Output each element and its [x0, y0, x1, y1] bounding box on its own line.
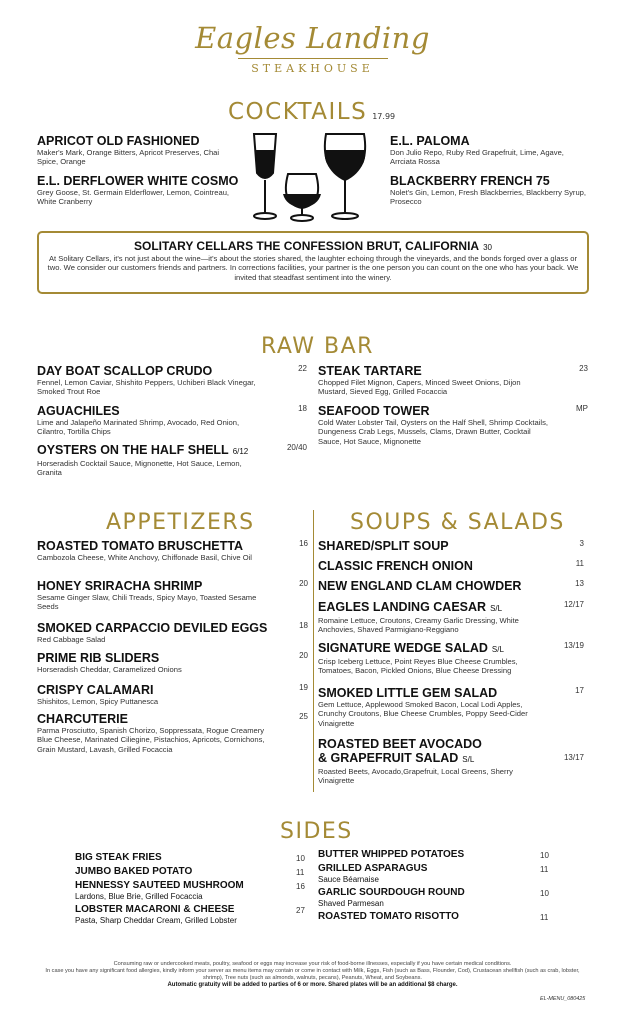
featured-wine-price: 30: [483, 243, 493, 252]
item-name: SHARED/SPLIT SOUP: [318, 539, 449, 553]
item-price: 22: [298, 364, 307, 373]
item-price: 13: [575, 579, 584, 588]
raw-bar-item: [318, 404, 588, 446]
item-desc: Cambozola Cheese, White Anchovy, Chiffonade Basil, Chive Oil: [37, 553, 252, 562]
item-price: MP: [576, 404, 588, 413]
soup-salad-item: [318, 686, 584, 728]
item-price: 11: [575, 559, 584, 568]
item-name: CLASSIC FRENCH ONION: [318, 559, 473, 573]
appetizer-item: [37, 683, 308, 706]
item-name: BIG STEAK FRIES: [75, 852, 162, 863]
logo-divider: [238, 58, 388, 59]
item-price: 20: [299, 579, 308, 588]
item-desc: Fennel, Lemon Caviar, Shishito Peppers, Uchiberi Black Vinegar, Smoked Trout Roe: [37, 378, 256, 397]
raw-bar-item: [318, 364, 588, 397]
item-price: 25: [299, 712, 308, 721]
item-desc: Red Cabbage Salad: [37, 635, 106, 644]
item-tag: S/L: [462, 755, 475, 764]
item-tag: 6/12: [232, 447, 249, 456]
cocktails-price: 17.99: [372, 112, 396, 121]
item-price: 18: [299, 621, 308, 630]
item-desc: Pasta, Sharp Cheddar Cream, Grilled Lobster: [75, 916, 237, 925]
item-name: [318, 600, 584, 616]
item-name: HENNESSY SAUTEED MUSHROOM: [75, 880, 244, 891]
item-name: GARLIC SOURDOUGH ROUND: [318, 887, 465, 898]
item-name: APRICOT OLD FASHIONED: [37, 134, 200, 148]
item-desc: Horseradish Cocktail Sauce, Mignonette, Hot Sauce, Lemon, Granita: [37, 459, 242, 478]
item-price: 11: [296, 868, 305, 877]
item-desc: Shishitos, Lemon, Spicy Puttanesca: [37, 697, 159, 706]
item-name-text: & GRAPEFRUIT SALAD: [318, 751, 459, 765]
item-price: 17: [575, 686, 584, 695]
item-name: E.L. PALOMA: [390, 134, 470, 148]
raw-bar-item: [37, 443, 307, 478]
side-item: [318, 887, 465, 908]
item-desc: Sauce Béarnaise: [318, 875, 379, 884]
item-price: 12/17: [563, 600, 584, 609]
item-name: [37, 443, 307, 459]
item-desc: Grey Goose, St. Germain Elderflower, Lemon, Cointreau, White Cranberry: [37, 188, 230, 207]
item-name: DAY BOAT SCALLOP CRUDO: [37, 364, 213, 378]
cocktail-glasses-icon: [246, 128, 376, 224]
cocktails-title: COCKTAILS: [228, 99, 368, 125]
item-price: 27: [296, 906, 305, 915]
item-price: 19: [299, 683, 308, 692]
item-desc: Crisp Iceberg Lettuce, Point Reyes Blue Cheese Crumbles, Tomatoes, Bacon, Pickled Onions, Blue Cheese Dressing: [318, 657, 518, 676]
appetizer-item: [37, 539, 308, 562]
item-name: SEAFOOD TOWER: [318, 404, 430, 418]
item-price: 3: [579, 539, 584, 548]
item-name: SMOKED CARPACCIO DEVILED EGGS: [37, 621, 268, 635]
cocktail-item: [37, 134, 242, 167]
item-desc: Horseradish Cheddar, Caramelized Onions: [37, 665, 182, 674]
menu-code: EL-MENU_080425: [540, 996, 586, 1002]
item-price: 11: [540, 865, 549, 874]
item-price: 13/17: [563, 753, 584, 762]
column-divider: [313, 510, 314, 792]
raw-bar-heading: RAW BAR: [261, 334, 374, 359]
item-price: 23: [579, 364, 588, 373]
soup-salad-item: [318, 559, 584, 573]
footer-disclaimer: [40, 961, 585, 989]
item-desc: Sesame Ginger Slaw, Chili Treads, Spicy Mayo, Toasted Sesame Seeds: [37, 593, 257, 612]
side-item: [318, 849, 464, 861]
item-name: PRIME RIB SLIDERS: [37, 651, 160, 665]
item-name: CRISPY CALAMARI: [37, 683, 154, 697]
cocktail-item: [37, 174, 242, 207]
item-desc: Romaine Lettuce, Croutons, Creamy Garlic Dressing, White Anchovies, Shaved Parmigiano-Reggiano: [318, 616, 519, 635]
item-tag: S/L: [490, 604, 503, 613]
item-price: 10: [296, 854, 305, 863]
item-name: ROASTED TOMATO RISOTTO: [318, 911, 459, 922]
item-desc: Maker's Mark, Orange Bitters, Apricot Preserves, Chai Spice, Orange: [37, 148, 220, 167]
featured-wine-title: [45, 239, 581, 253]
item-desc: Roasted Beets, Avocado,Grapefruit, Local Greens, Sherry Vinaigrette: [318, 767, 513, 786]
item-name-text: SIGNATURE WEDGE SALAD: [318, 641, 488, 655]
side-item: [75, 880, 244, 901]
footer-line-1: Consuming raw or undercooked meats, poultry, seafood or eggs may increase your risk of food-borne illnesses, especially if you have certain medical conditions.: [113, 961, 512, 967]
soup-salad-item: [318, 641, 584, 676]
cocktails-heading: [228, 99, 395, 125]
item-desc: Parma Prosciutto, Spanish Chorizo, Soppressata, Rogue Creamery Blue Cheese, Marinated Ciliegine, Pistachios, Apricots, Cornichons, Grain Mustard, Lavash, Grilled Focaccia: [37, 726, 265, 754]
featured-wine-name: SOLITARY CELLARS THE CONFESSION BRUT, CALIFORNIA: [133, 239, 480, 253]
appetizer-item: [37, 712, 308, 754]
footer-gratuity: Automatic gratuity will be added to parties of 6 or more. Shared plates will be an additional $8 charge.: [167, 982, 458, 988]
item-desc: Gem Lettuce, Applewood Smoked Bacon, Local Lodi Apples, Crunchy Croutons, Blue Cheese Crumbles, Poppy Seed-Cider Vinaigrette: [318, 700, 528, 728]
item-name: NEW ENGLAND CLAM CHOWDER: [318, 579, 522, 593]
soup-salad-item: [318, 600, 584, 635]
item-price: 10: [540, 851, 549, 860]
raw-bar-item: [37, 364, 307, 397]
item-name: STEAK TARTARE: [318, 364, 422, 378]
appetizer-item: [37, 651, 308, 674]
cocktail-item: [390, 174, 590, 207]
appetizers-heading: APPETIZERS: [106, 510, 255, 535]
item-name-text: OYSTERS ON THE HALF SHELL: [37, 443, 229, 457]
item-price: 16: [296, 882, 305, 891]
soup-salad-item: [318, 737, 584, 786]
item-price: 16: [299, 539, 308, 548]
item-name: AGUACHILES: [37, 404, 120, 418]
item-price: 10: [540, 889, 549, 898]
logo-script: Eagles Landing: [195, 21, 430, 55]
side-item: [75, 866, 192, 878]
side-item: [318, 911, 459, 923]
item-name: ROASTED TOMATO BRUSCHETTA: [37, 539, 244, 553]
item-name: BUTTER WHIPPED POTATOES: [318, 849, 465, 860]
item-name-line2: [318, 751, 584, 767]
item-price: 20/40: [286, 443, 307, 452]
item-name: GRILLED ASPARAGUS: [318, 863, 428, 874]
soups-salads-heading: SOUPS & SALADS: [350, 510, 565, 535]
cocktail-item: [390, 134, 590, 167]
featured-wine-text: At Solitary Cellars, it's not just about the wine—it's about the stories shared, the laughter echoing through the vineyards, and the bonds forged over a glass or two. We consider our customers friends and partners. In corrections facilities, your partner is the one person you can count on the one who has your back. We invited that steadfast sentiment into the winery.: [47, 254, 579, 282]
logo: [0, 20, 625, 75]
featured-wine-box: [37, 231, 589, 294]
item-price: 13/19: [563, 641, 584, 650]
appetizer-item: [37, 579, 308, 612]
item-price: 20: [299, 651, 308, 660]
item-tag: S/L: [491, 645, 504, 654]
item-price: 11: [540, 913, 549, 922]
item-desc: Lardons, Blue Brie, Grilled Focaccia: [75, 892, 203, 901]
item-desc: Don Julio Repo, Ruby Red Grapefruit, Lime, Agave, Arrciata Rossa: [390, 148, 564, 167]
sides-heading: SIDES: [280, 819, 353, 844]
item-name: SMOKED LITTLE GEM SALAD: [318, 686, 498, 700]
side-item: [75, 904, 237, 925]
item-name: CHARCUTERIE: [37, 712, 128, 726]
item-name: ROASTED BEET AVOCADO: [318, 737, 482, 751]
item-name-text: EAGLES LANDING CAESAR: [318, 600, 487, 614]
item-name: E.L. DERFLOWER WHITE COSMO: [37, 174, 239, 188]
item-name: BLACKBERRY FRENCH 75: [390, 174, 550, 188]
item-desc: Shaved Parmesan: [318, 899, 384, 908]
item-desc: Lime and Jalapeño Marinated Shrimp, Avocado, Red Onion, Cilantro, Tortilla Chips: [37, 418, 240, 437]
soup-salad-item: [318, 539, 584, 553]
side-item: [318, 863, 427, 884]
side-item: [75, 852, 162, 864]
item-name: HONEY SRIRACHA SHRIMP: [37, 579, 203, 593]
item-price: 18: [298, 404, 307, 413]
item-desc: Nolet's Gin, Lemon, Fresh Blackberries, Blackberry Syrup, Prosecco: [390, 188, 587, 207]
item-name: LOBSTER MACARONI & CHEESE: [75, 904, 235, 915]
footer-line-2: In case you have any significant food allergies, kindly inform your server as menu items may contain or come in contact with Milk, Eggs, Fish (such as Bass, Flounder, Cod), Crustacean shellfish (such as crab, lobster, shrimp), Tree nuts (such as almonds, walnuts, pecans), Peanuts, Wheat, and Soybeans.: [45, 968, 580, 981]
raw-bar-item: [37, 404, 307, 437]
appetizer-item: [37, 621, 308, 644]
item-desc: Cold Water Lobster Tail, Oysters on the Half Shell, Shrimp Cocktails, Dungeness Crab Legs, Mussels, Clams, Drawn Butter, Cocktail Sauce, Hot Sauce, Mignonette: [318, 418, 549, 446]
item-name: [318, 641, 584, 657]
item-desc: Chopped Filet Mignon, Capers, Minced Sweet Onions, Dijon Mustard, Sieved Egg, Grilled Focaccia: [318, 378, 521, 397]
soup-salad-item: [318, 579, 584, 593]
logo-subtitle: STEAKHOUSE: [251, 62, 374, 75]
item-name: JUMBO BAKED POTATO: [75, 866, 193, 877]
